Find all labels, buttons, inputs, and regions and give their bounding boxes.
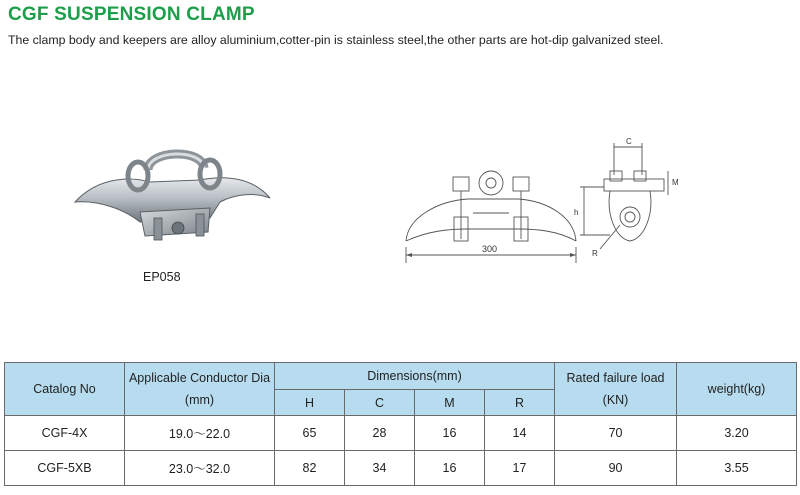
cell-failure-load: 70 (555, 416, 677, 451)
cell-dim-m: 16 (415, 451, 485, 486)
table-header-row (5, 363, 797, 390)
header-weight: weight(kg) (677, 363, 797, 416)
cell-failure-load: 90 (555, 451, 677, 486)
header-failure-load (555, 363, 677, 416)
cell-dim-m: 16 (415, 416, 485, 451)
header-conductor-dia-line2: (mm) (184, 393, 215, 407)
cell-conductor-dia: 23.0～32.0 (125, 451, 275, 486)
header-dim-r: R (485, 390, 555, 416)
photo-caption: EP058 (143, 270, 181, 284)
page-title: CGF SUSPENSION CLAMP (8, 4, 255, 25)
material-description: The clamp body and keepers are alloy aluminium,cotter-pin is stainless steel,the other parts are hot-dip galvanized steel. (8, 33, 664, 47)
dim-h-label: h (574, 208, 579, 217)
header-dim-h: H (275, 390, 345, 416)
cell-dim-r: 14 (485, 416, 555, 451)
cell-dim-r: 17 (485, 451, 555, 486)
cell-catalog-no: CGF-4X (5, 416, 125, 451)
product-photo (70, 140, 275, 250)
side-view-drawing (570, 135, 690, 260)
header-conductor-dia-line1: Applicable Conductor Dia (128, 371, 271, 385)
cell-weight: 3.55 (677, 451, 797, 486)
header-failure-load-line1: Rated failure load (566, 371, 665, 385)
header-dimensions: Dimensions(mm) (275, 363, 555, 390)
front-dimension-label: 300 (482, 244, 498, 254)
spec-table (4, 362, 797, 486)
header-catalog-no: Catalog No (5, 363, 125, 416)
table-row (5, 416, 797, 451)
dim-r-label: R (592, 249, 598, 258)
cell-weight: 3.20 (677, 416, 797, 451)
cell-catalog-no: CGF-5XB (5, 451, 125, 486)
front-view-drawing (398, 155, 588, 267)
dim-m-label: M (672, 178, 679, 187)
cell-conductor-dia: 19.0～22.0 (125, 416, 275, 451)
cell-dim-h: 65 (275, 416, 345, 451)
header-failure-load-line2: (KN) (602, 393, 629, 407)
header-dim-c: C (345, 390, 415, 416)
cell-dim-c: 34 (345, 451, 415, 486)
cell-dim-c: 28 (345, 416, 415, 451)
dim-c-label: C (626, 137, 632, 146)
header-dim-m: M (415, 390, 485, 416)
cell-dim-h: 82 (275, 451, 345, 486)
header-conductor-dia (125, 363, 275, 416)
table-row (5, 451, 797, 486)
